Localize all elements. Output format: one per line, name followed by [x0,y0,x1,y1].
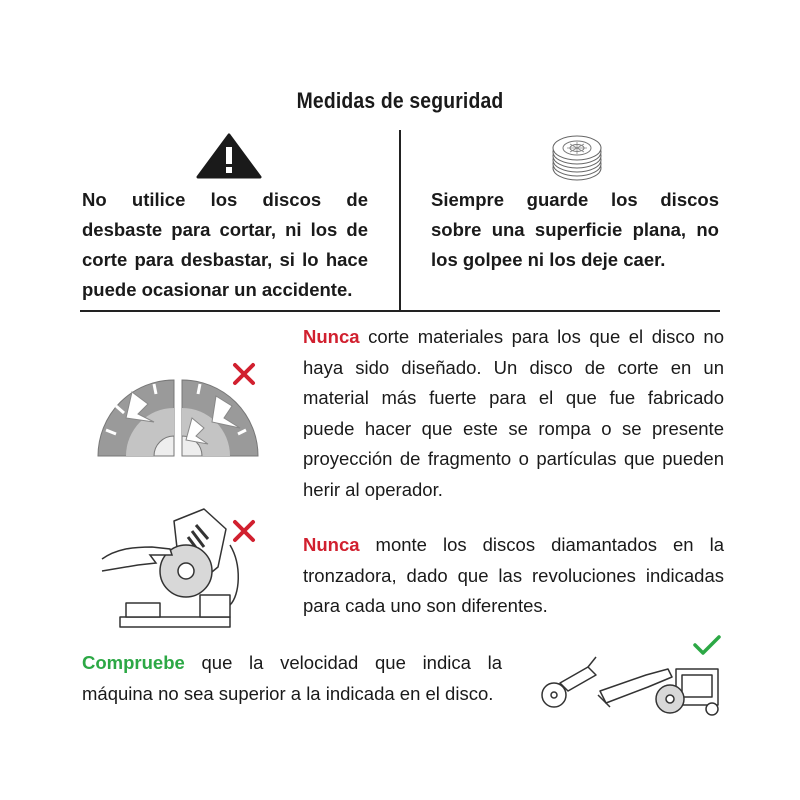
horizontal-divider [80,310,720,312]
disc-stack-icon [551,130,603,184]
vertical-divider [399,130,401,312]
warning-triangle-icon [196,133,262,179]
right-warning-text: Siempre guarde los discos sobre una superficie plana, no los golpee ni los deje caer. [431,189,719,270]
red-x-icon [232,519,256,543]
green-check-icon [692,634,722,656]
power-tools-icon [536,655,722,717]
broken-disc-icon [96,378,264,458]
section3-body: que la velocidad que indica la máquina no sea superior a la indicada en el disco. [82,652,502,704]
section3-highlight: Compruebe [82,652,185,673]
section2-text [303,530,724,622]
chop-saw-icon [100,505,252,635]
section1-highlight: Nunca [303,326,360,347]
section2-body: monte los discos diamantados en la tronzadora, dado que las revoluciones indicadas para cada uno son diferentes. [303,534,724,616]
section3-text [82,648,502,709]
section1-text [303,322,724,505]
left-warning-text: No utilice los discos de desbaste para cortar, ni los de corte para desbastar, si lo hace puede ocasionar un accidente. [82,189,368,300]
red-x-icon [232,362,256,386]
section2-highlight: Nunca [303,534,360,555]
page-title: Medidas de seguridad [296,88,504,113]
section1-body: corte materiales para los que el disco no haya sido diseñado. Un disco de corte en un material más fuerte para el que fue fabricado puede hacer que este se rompa o se presente proyección de fragmento o partículas que pueden herir al operador. [303,326,724,500]
